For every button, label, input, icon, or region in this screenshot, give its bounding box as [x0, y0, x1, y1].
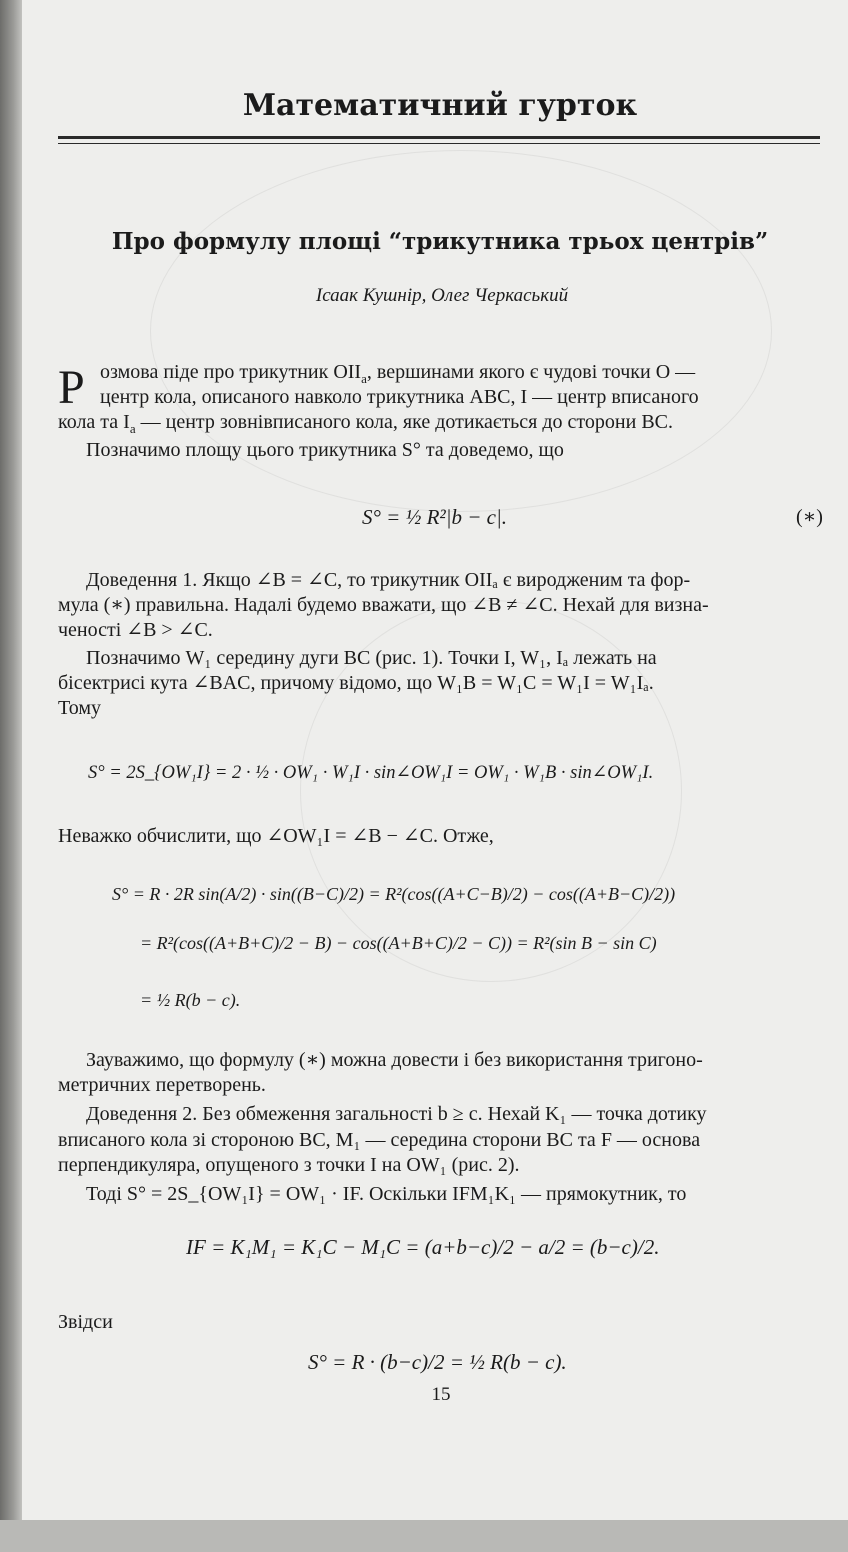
- authors-line: Ісаак Кушнір, Олег Черкаський: [315, 285, 569, 306]
- proof1-line-2: мула (∗) правильна. Надалі будемо вважати, що ∠B ≠ ∠C. Нехай для визна-: [58, 594, 709, 616]
- intro-line-1-text: озмова піде про трикутник OII: [100, 361, 362, 383]
- proof1-line-1: Доведення 1. Якщо ∠B = ∠C, то трикутник OIIₐ є виродженим та фор-: [86, 569, 691, 591]
- intro-line-3-text: кола та I: [58, 411, 130, 433]
- intro-subscript-a: a: [361, 371, 367, 386]
- equation-area-sine: S° = 2S_{OW₁I} = 2 · ½ · OW₁ · W₁I · sin∠OW₁I = OW₁ · W₁B · sin∠OW₁I.: [88, 763, 654, 783]
- paragraph-define-area: Позначимо площу цього трикутника S° та доведемо, що: [86, 439, 564, 461]
- intro-line-3: [58, 412, 673, 435]
- drop-cap: Р: [58, 361, 85, 414]
- intro-line-1-rest: , вершинами якого є чудові точки O —: [366, 361, 696, 383]
- equation-final: S° = R · (b−c)/2 = ½ R(b − c).: [308, 1350, 567, 1374]
- section-heading: Математичний гурток: [242, 88, 638, 123]
- paragraph-angle: Неважко обчислити, що ∠OW₁I = ∠B − ∠C. Отже,: [58, 825, 494, 847]
- intro-line-2: центр кола, описаного навколо трикутника ABC, I — центр вписаного: [100, 386, 699, 408]
- derivation-row-2: = R²(cos((A+B+C)/2 − B) − cos((A+B+C)/2 − C)) = R²(sin B − sin C): [140, 933, 657, 953]
- heading-rule-thick: [58, 136, 820, 139]
- paragraph-w1-line-3: Тому: [58, 697, 101, 719]
- derivation-row-1: S° = R · 2R sin(A/2) · sin((B−C)/2) = R²(cos((A+C−B)/2) − cos((A+B−C)/2)): [112, 884, 676, 904]
- equation-star: S° = ½ R²|b − c|.: [362, 505, 507, 529]
- proof1-line-3: ченості ∠B > ∠C.: [58, 619, 213, 641]
- derivation-row-3: = ½ R(b − c).: [140, 990, 241, 1010]
- paragraph-rectangle: Тоді S° = 2S_{OW₁I} = OW₁ · IF. Оскільки IFM₁K₁ — прямокутник, то: [86, 1183, 687, 1205]
- equation-star-tag: (∗): [796, 506, 823, 528]
- book-spine-shadow: [0, 0, 22, 1552]
- equation-if: IF = K₁M₁ = K₁C − M₁C = (a+b−c)/2 − a/2 = (b−c)/2.: [186, 1235, 660, 1259]
- paragraph-hence: Звідси: [58, 1311, 113, 1333]
- paragraph-w1-line-2: бісектрисі кута ∠BAC, причому відомо, що W₁B = W₁C = W₁I = W₁Iₐ.: [58, 672, 654, 694]
- scan-bottom-edge: [0, 1520, 848, 1552]
- proof2-line-3: перпендикуляра, опущеного з точки I на OW₁ (рис. 2).: [58, 1154, 520, 1176]
- page-number: 15: [431, 1384, 451, 1405]
- proof2-line-1: Доведення 2. Без обмеження загальності b ≥ c. Нехай K₁ — точка дотику: [86, 1103, 707, 1125]
- paragraph-w1-line-1: Позначимо W₁ середину дуги BC (рис. 1). Точки I, W₁, Iₐ лежать на: [86, 647, 657, 669]
- article-title: Про формулу площі “трикутника трьох центрів”: [111, 228, 769, 255]
- proof2-line-2: вписаного кола зі стороною BC, M₁ — середина сторони BC та F — основа: [58, 1129, 701, 1151]
- intro-line-3-rest: — центр зовнівписаного кола, яке дотикається до сторони BC.: [135, 411, 673, 433]
- paragraph-remark-line-2: метричних перетворень.: [58, 1074, 266, 1096]
- heading-rule-thin: [58, 143, 820, 144]
- paragraph-remark-line-1: Зауважимо, що формулу (∗) можна довести і без використання тригоно-: [86, 1049, 703, 1071]
- intro-subscript-a-2: a: [129, 421, 136, 436]
- intro-line-1: [100, 362, 695, 385]
